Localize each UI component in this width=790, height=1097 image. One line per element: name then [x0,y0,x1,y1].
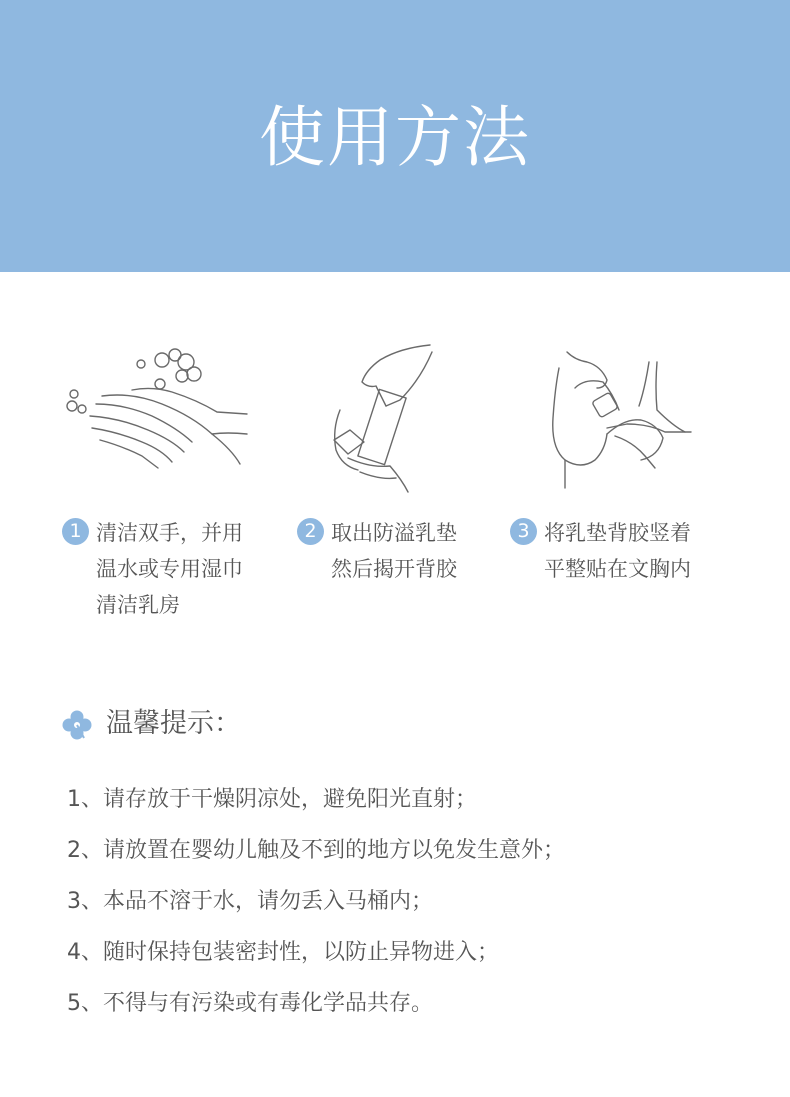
tip-item: 1、请存放于干燥阴凉处，避免阳光直射； [67,787,477,812]
header-banner [0,0,790,272]
step-description: 清洁双手，并用 温水或专用湿巾 清洁乳房 [96,521,243,617]
tips-title: 温馨提示： [106,708,241,739]
clover-icon [62,710,92,744]
place-pad-icon [545,348,695,490]
step-description: 将乳垫背胶竖着 平整贴在文胸内 [544,521,691,581]
step-description: 取出防溢乳垫 然后揭开背胶 [331,521,457,581]
hand-washing-icon [62,342,252,472]
page-title: 使用方法 [259,99,531,176]
tip-item: 4、随时保持包装密封性，以防止异物进入； [67,940,499,965]
tips-list [67,774,565,1029]
step-number-badge: 2 [297,518,324,545]
step-number-badge: 3 [510,518,537,545]
peel-pad-icon [330,340,440,495]
tip-item: 2、请放置在婴幼儿触及不到的地方以免发生意外； [67,838,565,863]
tip-item: 5、不得与有污染或有毒化学品共存。 [67,991,433,1016]
tip-item: 3、本品不溶于水，请勿丢入马桶内； [67,889,433,914]
step-number-badge: 1 [62,518,89,545]
